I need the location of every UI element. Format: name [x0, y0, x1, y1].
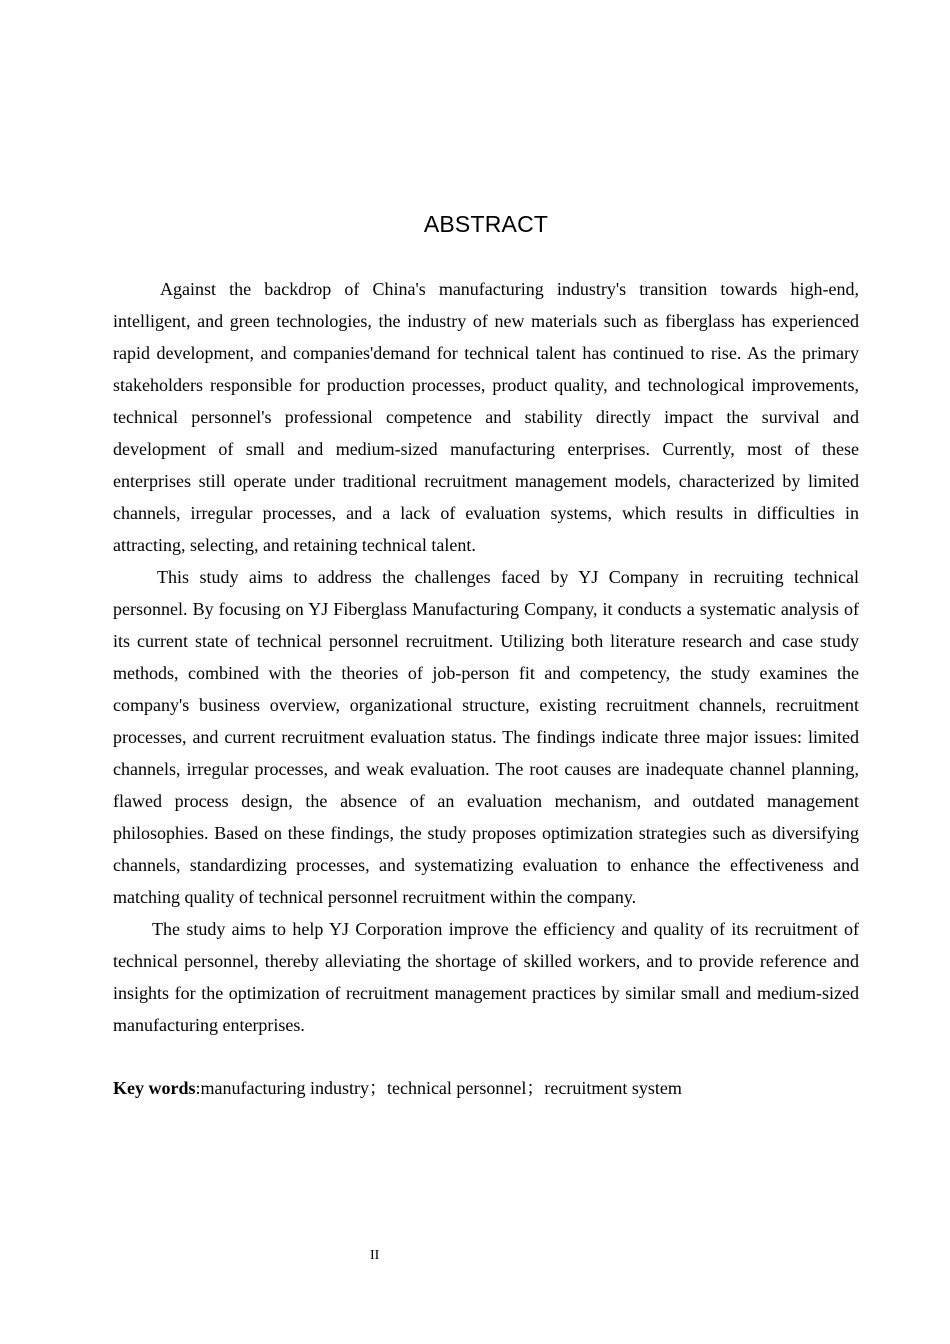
keywords-text: :manufacturing industry；technical personnel；recruitment system	[195, 1078, 682, 1098]
abstract-body	[113, 273, 859, 1041]
abstract-paragraph-3: The study aims to help YJ Corporation improve the efficiency and quality of its recruitment of technical personnel, thereby alleviating the shortage of skilled workers, and to provide reference and insights for the optimization of recruitment management practices by similar small and medium-sized manufacturing enterprises.	[113, 919, 859, 1035]
abstract-paragraph-2: This study aims to address the challenges faced by YJ Company in recruiting technical personnel. By focusing on YJ Fiberglass Manufacturing Company, it conducts a systematic analysis of its current state of technical personnel recruitment. Utilizing both literature research and case study methods, combined with the theories of job-person fit and competency, the study examines the company's business overview, organizational structure, existing recruitment channels, recruitment processes, and current recruitment evaluation status. The findings indicate three major issues: limited channels, irregular processes, and weak evaluation. The root causes are inadequate channel planning, flawed process design, the absence of an evaluation mechanism, and outdated management philosophies. Based on these findings, the study proposes optimization strategies such as diversifying channels, standardizing processes, and systematizing evaluation to enhance the effectiveness and matching quality of technical personnel recruitment within the company.	[113, 567, 859, 907]
keywords-label: Key words	[113, 1078, 196, 1098]
keywords-line	[113, 1072, 859, 1104]
abstract-title: ABSTRACT	[423, 211, 549, 237]
abstract-paragraph-1: Against the backdrop of China's manufacturing industry's transition towards high-end, intelligent, and green technologies, the industry of new materials such as fiberglass has experienced rapid development, and companies'demand for technical talent has continued to rise. As the primary stakeholders responsible for production processes, product quality, and technological improvements, technical personnel's professional competence and stability directly impact the survival and development of small and medium-sized manufacturing enterprises. Currently, most of these enterprises still operate under traditional recruitment management models, characterized by limited channels, irregular processes, and a lack of evaluation systems, which results in difficulties in attracting, selecting, and retaining technical talent.	[113, 279, 859, 555]
page-number: II	[370, 1248, 380, 1263]
